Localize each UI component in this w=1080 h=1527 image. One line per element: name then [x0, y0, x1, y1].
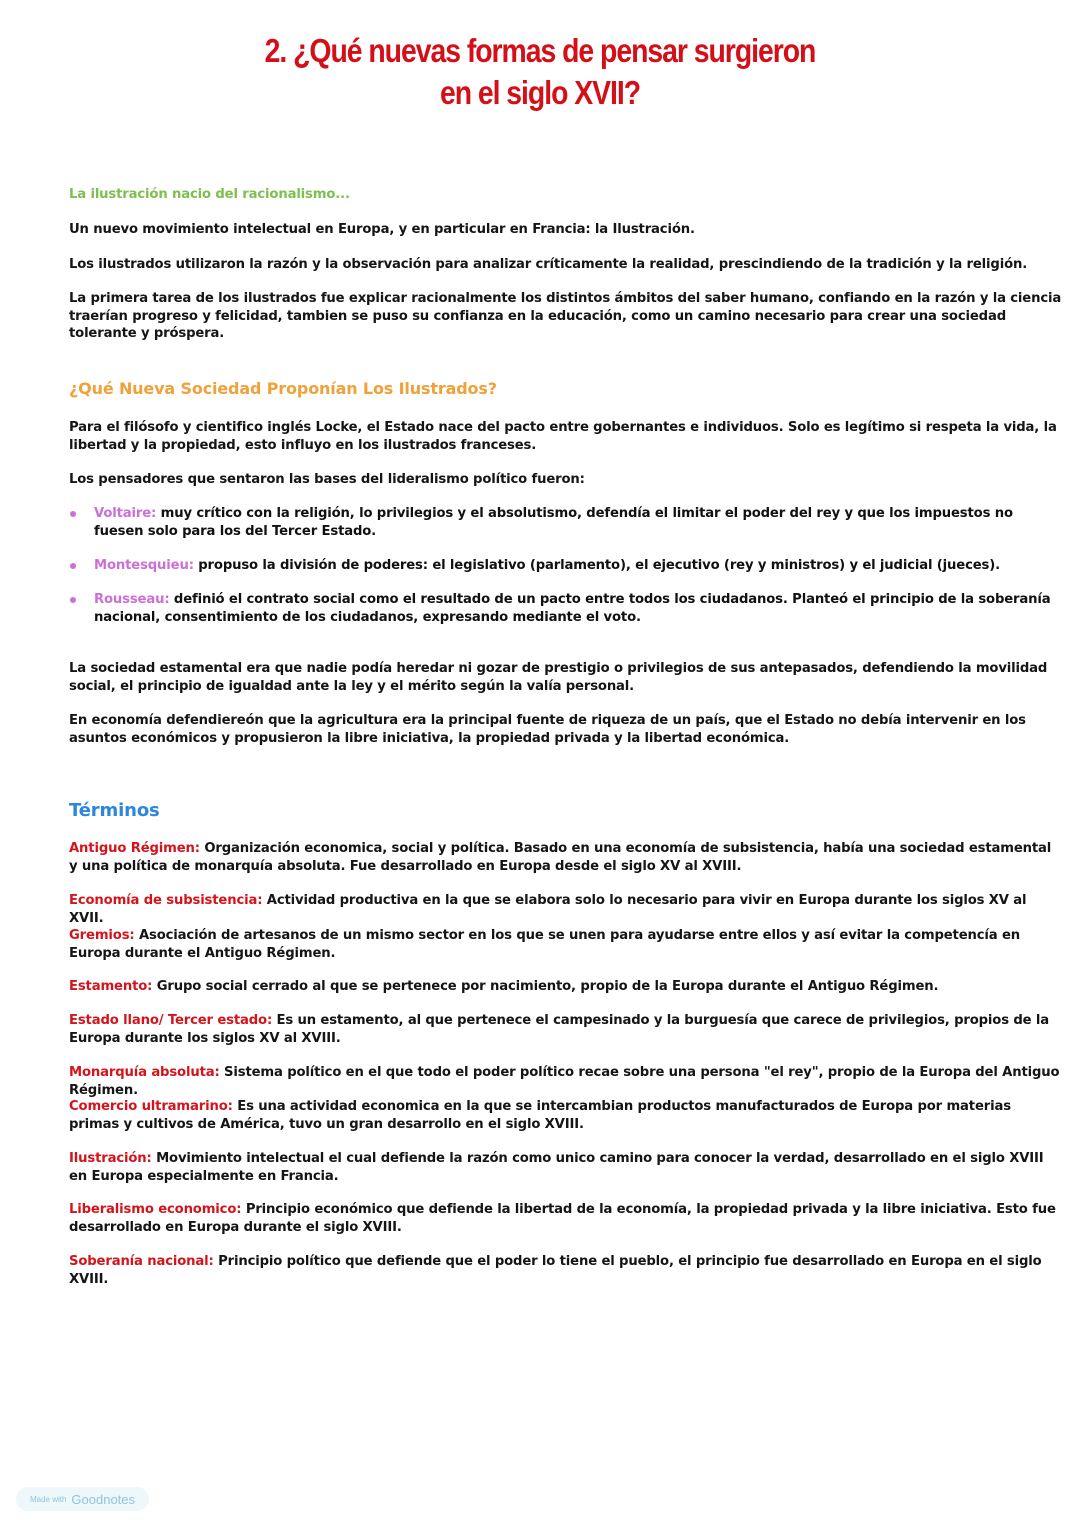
term-definition: Grupo social cerrado al que se pertenece por nacimiento, propio de la Europa durante el Antiguo Régimen.	[152, 979, 939, 994]
term-definition: Organización economica, social y política. Basado en una economía de subsistencia, había una sociedad estamental y una política de monarquía absoluta. Fue desarrollado en Europa desde el siglo XV al XVIII.	[69, 841, 1052, 874]
thinker-name: Montesquieu:	[94, 558, 194, 573]
term-entry	[69, 927, 1064, 962]
term-name: Antiguo Régimen:	[69, 841, 200, 856]
section-heading-terms: Términos	[69, 800, 160, 821]
term-entry	[69, 1064, 1064, 1099]
term-definition: Es un estamento, al que pertenece el campesinado y la burguesía que carece de privilegios, propios de la Europa durante los siglos XV al XVIII.	[69, 1013, 1050, 1046]
intro-paragraph: Los ilustrados utilizaron la razón y la observación para analizar críticamente la realidad, prescindiendo de la tradición y la religión.	[69, 257, 1028, 272]
thinker-description: propuso la división de poderes: el legislativo (parlamento), el ejecutivo (rey y ministros) y el judicial (jueces).	[193, 558, 1000, 573]
term-definition: Principio político que defiende que el poder lo tiene el pueblo, el principio fue desarrollado en Europa en el siglo XVIII.	[69, 1254, 1042, 1287]
term-name: Estado llano/ Tercer estado:	[69, 1013, 273, 1028]
term-definition: Es una actividad economica en la que se intercambian productos manufacturados de Europa por materias primas y cultivos de América, tuvo un gran desarrollo en el siglo XVIII.	[69, 1099, 1011, 1132]
intro-paragraph: La primera tarea de los ilustrados fue explicar racionalmente los distintos ámbitos del saber humano, confiando en la razón y la ciencia traerían progreso y felicidad, tambien se puso su confianza en la educación, como un camino necesario para crear una sociedad tolerante y próspera.	[69, 291, 1062, 341]
term-name: Liberalismo economico:	[69, 1202, 242, 1217]
term-definition: Movimiento intelectual el cual defiende la razón como unico camino para conocer la verdad, desarrollado en el siglo XVIII en Europa especialmente en Francia.	[69, 1151, 1044, 1184]
term-name: Monarquía absoluta:	[69, 1065, 220, 1080]
thinker-description: definió el contrato social como el resultado de un pacto entre todos los ciudadanos. Planteó el principio de la soberanía nacional, consentimiento de los ciudadanos, expresando mediante el voto.	[94, 592, 1051, 625]
thinker-description: muy crítico con la religión, lo privilegios y el absolutismo, defendía el limitar el poder del rey y que los impuestos no fuesen solo para los del Tercer Estado.	[94, 506, 1013, 539]
term-name: Comercio ultramarino:	[69, 1099, 233, 1114]
term-entry	[69, 840, 1064, 875]
goodnotes-logo: Goodnotes	[71, 1491, 136, 1507]
bullet-icon	[70, 597, 76, 603]
bullet-icon	[70, 563, 76, 569]
page-title-line-2: en el siglo XVII?	[439, 74, 641, 111]
term-entry	[69, 978, 1064, 996]
term-definition: Actividad productiva en la que se elabora solo lo necesario para vivir en Europa durante los siglos XV al XVII.	[69, 893, 1027, 926]
page-title-line-1: 2. ¿Qué nuevas formas de pensar surgieron	[264, 32, 816, 69]
term-name: Ilustración:	[69, 1151, 152, 1166]
bullet-icon	[70, 511, 76, 517]
thinker-name: Voltaire:	[94, 506, 157, 521]
thinker-name: Rousseau:	[94, 592, 170, 607]
society-paragraph: Para el filósofo y cientifico inglés Locke, el Estado nace del pacto entre gobernantes e individuos. Solo es legítimo si respeta la vida, la libertad y la propiedad, esto influyo en los ilustrados franceses.	[69, 420, 1057, 453]
term-name: Soberanía nacional:	[69, 1254, 214, 1269]
term-name: Estamento:	[69, 979, 153, 994]
term-name: Gremios:	[69, 928, 135, 943]
term-entry	[69, 892, 1064, 927]
society-closing-paragraph: La sociedad estamental era que nadie podía heredar ni gozar de prestigio o privilegios de sus antepasados, defendiendo la movilidad social, el principio de igualdad ante la ley y el mérito según la valía personal.	[69, 661, 1048, 694]
term-entry	[69, 1150, 1064, 1185]
term-entry	[69, 1201, 1064, 1236]
section-heading-society: ¿Qué Nueva Sociedad Proponían Los Ilustrados?	[69, 379, 497, 398]
page-title	[76, 30, 1005, 114]
term-name: Economía de subsistencia:	[69, 893, 263, 908]
intro-subtitle: La ilustración nacio del racionalismo...	[69, 187, 350, 202]
society-closing-paragraph: En economía defendiereón que la agricultura era la principal fuente de riqueza de un país, que el Estado no debía intervenir en los asuntos económicos y propusieron la libre iniciativa, la propiedad privada y la libertad económica.	[69, 713, 1026, 746]
made-with-label: Made with	[29, 1494, 67, 1504]
term-definition: Sistema político en el que todo el poder político recae sobre una persona "el rey", propio de la Europa del Antiguo Régimen.	[69, 1065, 1060, 1098]
term-entry	[69, 1253, 1064, 1288]
made-with-goodnotes-badge[interactable]	[16, 1487, 149, 1511]
society-paragraph: Los pensadores que sentaron las bases del lideralismo político fueron:	[69, 472, 585, 487]
term-definition: Principio económico que defiende la libertad de la economía, la propiedad privada y la libre iniciativa. Esto fue desarrollado en Europa durante el siglo XVIII.	[69, 1202, 1056, 1235]
intro-paragraph: Un nuevo movimiento intelectual en Europa, y en particular en Francia: la Ilustración.	[69, 222, 695, 237]
term-definition: Asociación de artesanos de un mismo sector en los que se unen para ayudarse entre ellos y así evitar la competencía en Europa durante el Antiguo Régimen.	[69, 928, 1020, 961]
term-entry	[69, 1098, 1064, 1133]
term-entry	[69, 1012, 1064, 1047]
